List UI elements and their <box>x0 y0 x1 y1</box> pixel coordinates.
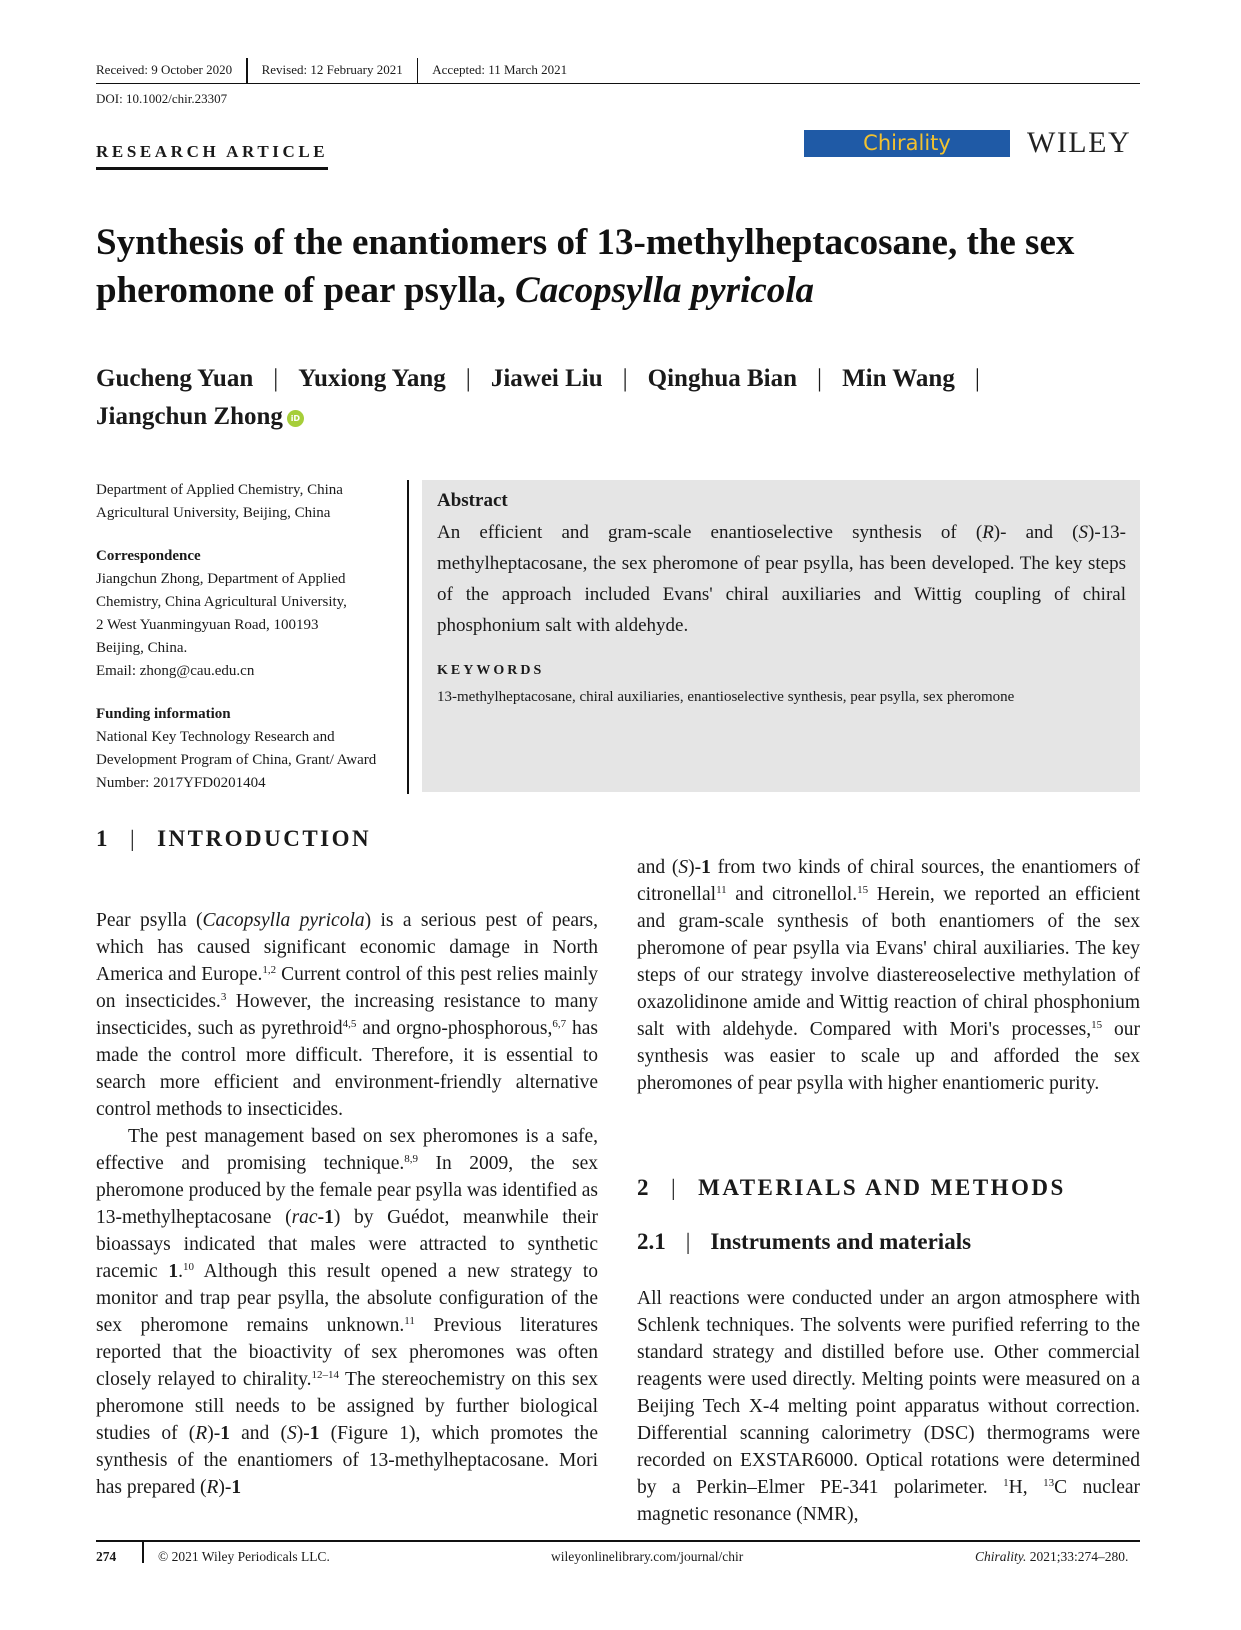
italic-term: rac <box>291 1207 318 1228</box>
article-metadata <box>96 479 396 815</box>
text-span: )- <box>296 1423 310 1444</box>
abstract-span: )-13-methylheptacosane, the sex pheromone of pear psylla, has been developed. The key steps of the approach included Evans' chiral auxiliaries and Wittig coupling of chiral phosphonium salt with aldehyde. <box>437 522 1126 636</box>
correspondence-heading: Correspondence <box>96 548 201 564</box>
section-separator: | <box>671 1175 679 1200</box>
funding-heading: Funding information <box>96 706 231 722</box>
text-span: )- <box>218 1477 232 1498</box>
citation-ref[interactable]: 1,2 <box>262 964 277 976</box>
text-span: In 2009, the sex pheromone produced by the female pear psylla was identified as 13-methylheptacosane ( <box>96 1153 598 1228</box>
abstract-span: An efficient and gram-scale enantioselective synthesis of ( <box>437 522 983 543</box>
text-span: and ( <box>637 857 679 878</box>
doi[interactable]: DOI: 10.1002/chir.23307 <box>96 91 228 106</box>
subsection-heading <box>637 1229 971 1255</box>
column-divider <box>407 480 409 794</box>
divider <box>246 58 248 84</box>
citation-ref[interactable]: 15 <box>857 884 869 896</box>
text-span: Although this result opened a new strategy to monitor and trap pear psylla, the absolute configuration of the sex pheromone remains unknown. <box>96 1261 599 1336</box>
text-span: Herein, we reported an efficient and gram-scale synthesis of both enantiomers of the sex pheromone of pear psylla via Evans' chiral auxiliaries. The key steps of our strategy involve diastereoselective methylation of oxazolidinone amide and Wittig reaction of chiral phosphonium salt with aldehyde. Compared with Mori's processes, <box>637 884 1140 1040</box>
author-separator: | <box>273 365 279 392</box>
text-span: However, the increasing resistance to many insecticides, such as pyrethroid <box>96 991 598 1039</box>
author[interactable]: Jiangchun Zhong <box>96 403 283 430</box>
correspondence-line: Jiangchun Zhong, Department of Applied <box>96 571 346 587</box>
abstract-italic: S <box>1078 522 1089 543</box>
compound-number: 1 <box>231 1477 242 1498</box>
citation <box>975 1549 1128 1565</box>
keywords-heading: KEYWORDS <box>437 663 545 678</box>
text-span: C nuclear magnetic resonance (NMR), <box>637 1477 1140 1525</box>
section-number: 2 <box>637 1175 651 1200</box>
citation-ref[interactable]: 11 <box>716 884 727 896</box>
author[interactable]: Yuxiong Yang <box>298 365 446 392</box>
orcid-icon[interactable]: iD <box>287 410 304 427</box>
compound-number: 1 <box>701 857 711 878</box>
footer-divider <box>142 1541 144 1563</box>
compound-number: -1 <box>317 1207 334 1228</box>
right-column-intro <box>637 854 1140 1097</box>
subsection-number: 2.1 <box>637 1229 666 1254</box>
section-title: INTRODUCTION <box>157 826 372 851</box>
italic-term: S <box>286 1423 297 1444</box>
journal-logo[interactable]: Chirality <box>804 130 1010 157</box>
isotope-sup: 1 <box>1003 1477 1009 1489</box>
abstract-text <box>437 517 1126 641</box>
publisher-logo[interactable]: WILEY <box>1027 126 1132 159</box>
keywords: 13-methylheptacosane, chiral auxiliaries, enantioselective synthesis, pear psylla, sex pheromone <box>437 689 1015 705</box>
citation-ref[interactable]: 10 <box>183 1261 195 1273</box>
author[interactable]: Gucheng Yuan <box>96 365 254 392</box>
author[interactable]: Qinghua Bian <box>647 365 798 392</box>
title-text: Synthesis of the enantiomers of 13-methylheptacosane, the sex pheromone of pear psylla, <box>96 222 1075 311</box>
footer-rule <box>96 1540 1140 1542</box>
compound-number: 1 <box>220 1423 230 1444</box>
text-span: from two kinds of chiral sources, the enantiomers of citronellal <box>637 857 1140 905</box>
citation-ref[interactable]: 4,5 <box>342 1018 357 1030</box>
correspondence-line: Chemistry, China Agricultural University, <box>96 594 347 610</box>
copyright: © 2021 Wiley Periodicals LLC. <box>158 1549 330 1564</box>
left-column <box>96 907 598 1501</box>
text-span: our synthesis was easier to scale up and afforded the sex pheromones of pear psylla with higher enantiomeric purity. <box>637 1019 1141 1094</box>
text-span: ) by Guédot, meanwhile their bioassays indicated that males were attracted to synthetic racemic <box>96 1207 598 1282</box>
correspondence <box>96 545 396 683</box>
section-separator: | <box>130 826 138 851</box>
article-title <box>96 219 1146 315</box>
correspondence-email[interactable]: Email: zhong@cau.edu.cn <box>96 663 255 679</box>
divider <box>417 58 419 84</box>
text-span: H, <box>1008 1477 1044 1498</box>
abstract-italic: R <box>982 522 994 543</box>
text-span: All reactions were conducted under an argon atmosphere with Schlenk techniques. The solvents were purified referring to the standard strategy and distilled before use. Other commercial reagents were used directly. Melting points were measured on a Beijing Tech X-4 melting point apparatus without correction. Differential scanning calorimetry (DSC) thermograms were recorded on EXSTAR6000. Optical rotations were determined by a Perkin–Elmer PE-341 polarimeter. <box>637 1288 1140 1498</box>
section-heading-introduction <box>96 826 371 852</box>
citation-ref[interactable]: 6,7 <box>552 1018 567 1030</box>
funding-text: National Key Technology Research and Development Program of China, Grant/ Award Number: 2017YFD0201404 <box>96 729 377 791</box>
compound-number: 1 <box>168 1261 179 1282</box>
text-span: has made the control more difficult. Therefore, it is essential to search more efficient and environment-friendly alternative control methods to insecticides. <box>96 1018 598 1120</box>
citation-ref[interactable]: 8,9 <box>404 1153 419 1165</box>
text-span: )- <box>688 857 702 878</box>
citation-details: 2021;33:274–280. <box>1026 1549 1129 1564</box>
text-span: and orgno-phosphorous, <box>356 1018 553 1039</box>
citation-ref[interactable]: 3 <box>220 991 227 1003</box>
text-span: . <box>178 1261 184 1282</box>
italic-term: R <box>195 1423 208 1444</box>
compound-number: 1 <box>309 1423 320 1444</box>
affiliation: Department of Applied Chemistry, China Agricultural University, Beijing, China <box>96 482 343 521</box>
text-span: )- <box>207 1423 221 1444</box>
page-number: 274 <box>96 1549 117 1564</box>
text-span: ) is a serious pest of pears, which has caused significant economic damage in North America and Europe. <box>96 910 598 985</box>
citation-ref[interactable]: 15 <box>1091 1019 1103 1031</box>
section-heading-methods <box>637 1175 1066 1201</box>
citation-ref[interactable]: 12–14 <box>311 1369 339 1381</box>
paragraph <box>96 907 598 1123</box>
author[interactable]: Jiawei Liu <box>490 365 603 392</box>
revised-date: Revised: 12 February 2021 <box>261 62 403 77</box>
publication-dates <box>96 58 1140 84</box>
accepted-date: Accepted: 11 March 2021 <box>432 62 568 77</box>
author-separator: | <box>817 365 823 392</box>
section-separator: | <box>685 1229 691 1254</box>
title-species: Cacopsylla pyricola <box>515 270 815 311</box>
author-separator: | <box>465 365 471 392</box>
right-column-methods <box>637 1285 1140 1528</box>
section-number: 1 <box>96 826 110 851</box>
text-span: The stereochemistry on this sex pheromone still needs to be assigned by further biological studies of ( <box>96 1369 598 1444</box>
text-span: and citronellol. <box>726 884 858 905</box>
abstract-span: )- and ( <box>993 522 1079 543</box>
received-date: Received: 9 October 2020 <box>96 62 233 77</box>
italic-term: R <box>206 1477 219 1498</box>
species-name: Cacopsylla pyricola <box>202 910 365 931</box>
correspondence-line: Beijing, China. <box>96 640 188 656</box>
section-title: MATERIALS AND METHODS <box>698 1175 1066 1200</box>
abstract-box <box>422 480 1140 792</box>
journal-url[interactable]: wileyonlinelibrary.com/journal/chir <box>551 1549 744 1564</box>
citation-ref[interactable]: 11 <box>404 1315 415 1327</box>
author[interactable]: Min Wang <box>842 365 955 392</box>
text-span: Pear psylla ( <box>96 910 203 931</box>
isotope-sup: 13 <box>1043 1477 1055 1489</box>
funding <box>96 703 396 795</box>
paragraph <box>96 1123 598 1501</box>
text-span: and ( <box>229 1423 287 1444</box>
paragraph <box>637 854 1140 1097</box>
text-span: Previous literatures reported that the bioactivity of sex pheromones was often closely relayed to chirality. <box>96 1315 598 1390</box>
article-type: RESEARCH ARTICLE <box>96 142 328 170</box>
text-span: Current control of this pest relies mainly on insecticides. <box>96 964 599 1012</box>
italic-term: S <box>678 857 689 878</box>
correspondence-line: 2 West Yuanmingyuan Road, 100193 <box>96 617 319 633</box>
paragraph <box>637 1285 1140 1528</box>
author-separator: | <box>622 365 628 392</box>
abstract-heading: Abstract <box>437 490 508 511</box>
author-separator: | <box>974 365 980 392</box>
subsection-title: Instruments and materials <box>710 1229 972 1254</box>
text-span: The pest management based on sex pheromones is a safe, effective and promising technique. <box>96 1126 598 1174</box>
author-list <box>96 360 1156 436</box>
text-span: (Figure 1), which promotes the synthesis of the enantiomers of 13-methylheptacosane. Mori has prepared ( <box>96 1423 598 1498</box>
citation-journal: Chirality. <box>975 1549 1027 1564</box>
